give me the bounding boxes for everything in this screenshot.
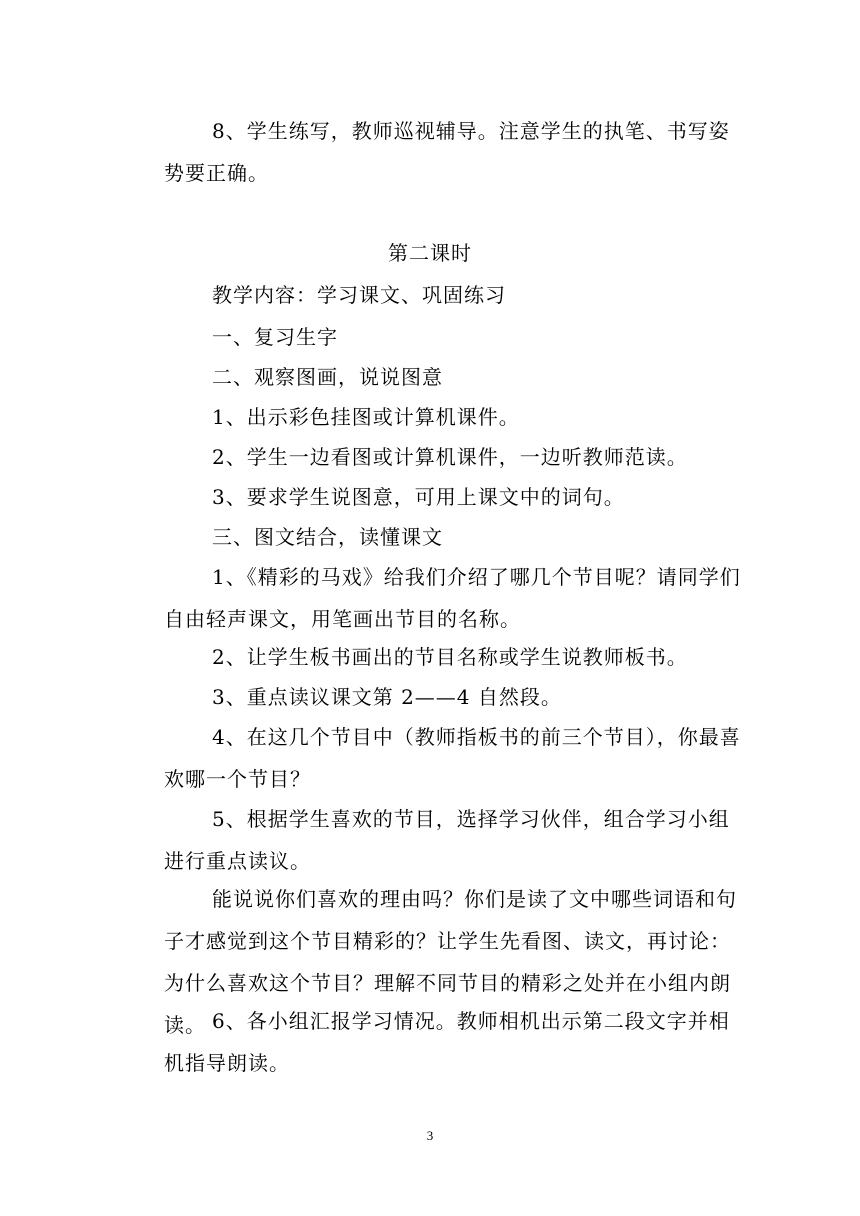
- section-one: 一、复习生字: [212, 325, 338, 349]
- item-3-3: 3、重点读议课文第 2——4 自然段。: [212, 685, 562, 709]
- page-number: 3: [426, 1128, 434, 1143]
- section-three: 三、图文结合，读懂课文: [212, 525, 443, 549]
- section-two: 二、观察图画，说说图意: [212, 365, 443, 389]
- item-3-1: 1、《精彩的马戏》给我们介绍了哪几个节目呢？请同学们自由轻声课文，用笔画出节目的名称。: [164, 565, 741, 631]
- item-2-2: 2、学生一边看图或计算机课件，一边听教师范读。: [212, 445, 688, 469]
- item-3-6: 6、各小组汇报学习情况。教师相机出示第二段文字并相机指导朗读。: [164, 1009, 730, 1075]
- teaching-content: 教学内容：学习课文、巩固练习: [212, 283, 506, 307]
- paragraph-step-8: 8、学生练写，教师巡视辅导。注意学生的执笔、书写姿势要正确。: [164, 119, 730, 185]
- item-2-1: 1、出示彩色挂图或计算机课件。: [212, 405, 520, 429]
- item-2-3: 3、要求学生说图意，可用上课文中的词句。: [212, 485, 625, 509]
- item-3-5: 5、根据学生喜欢的节目，选择学习伙伴，组合学习小组进行重点读议。: [164, 807, 730, 873]
- lesson-heading: 第二课时: [388, 241, 472, 265]
- discussion-paragraph: 能说说你们喜欢的理由吗？你们是读了文中哪些词语和句子才感觉到这个节目精彩的？让学生先看图、读文，再讨论：为什么喜欢这个节目？理解不同节目的精彩之处并在小组内朗读。: [164, 887, 737, 1037]
- item-3-4: 4、在这几个节目中（教师指板书的前三个节目），你最喜欢哪一个节目？: [164, 725, 741, 791]
- item-3-2: 2、让学生板书画出的节目名称或学生说教师板书。: [212, 645, 688, 669]
